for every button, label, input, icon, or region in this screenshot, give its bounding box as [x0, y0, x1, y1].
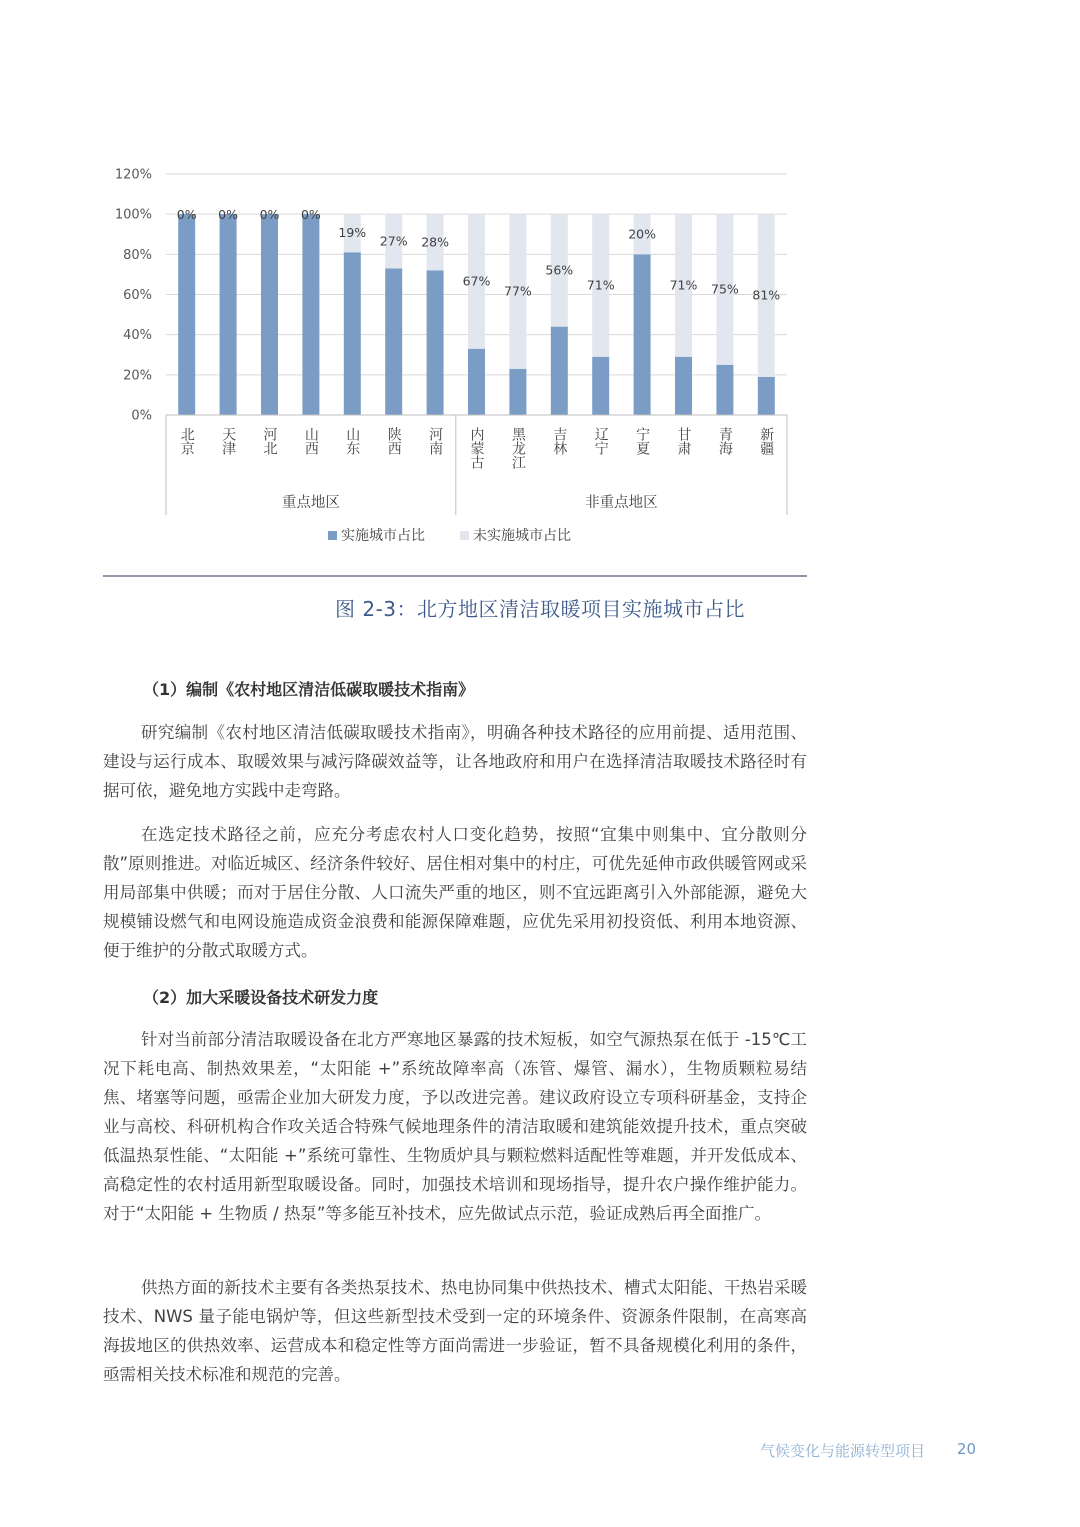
x-tick-label: 辽宁: [592, 427, 609, 455]
bar-implemented: [592, 357, 609, 415]
x-tick-label: 青海: [716, 427, 733, 455]
bar-implemented: [385, 268, 402, 415]
section2-heading: （2）加大采暖设备技术研发力度: [143, 988, 379, 1007]
x-tick-label: 山西: [302, 427, 319, 455]
legend-swatch: [328, 531, 337, 540]
page-number: 20: [956, 1440, 976, 1458]
bar-chart: [100, 160, 800, 560]
section2-paragraph-1: 针对当前部分清洁取暖设备在北方严寒地区暴露的技术短板，如空气源热泵在低于 -15℃工况下耗电高、制热效果差，“太阳能 +”系统故障率高（冻管、爆管、漏水），生物质颗粒易结焦、堵塞等问题，亟需企业加大研发力度，予以改进完善。建议政府设立专项科研基金，支持企业与高校、科研机构合作攻关适合特殊气候地理条件的清洁取暖和建筑能效提升技术，重点突破低温热泵性能、“太阳能 +”系统可靠性、生物质炉具与颗粒燃料适配性等难题，并开发低成本、高稳定性的农村适用新型取暖设备。同时，加强技术培训和现场指导，提升农户操作维护能力。对于“太阳能 + 生物质 / 热泵”等多能互补技术，应先做试点示范，验证成熟后再全面推广。: [103, 1030, 807, 1223]
x-tick-label: 山东: [344, 427, 361, 455]
section1-paragraph-1: 研究编制《农村地区清洁低碳取暖技术指南》，明确各种技术路径的应用前提、适用范围、建设与运行成本、取暖效果与减污降碳效益等，让各地政府和用户在选择清洁取暖技术路径时有据可依，避免地方实践中走弯路。: [103, 723, 807, 800]
y-tick-label: 60%: [123, 288, 152, 303]
section2-paragraph-2: 供热方面的新技术主要有各类热泵技术、热电协同集中供热技术、槽式太阳能、干热岩采暖技术、NWS 量子能电锅炉等，但这些新型技术受到一定的环境条件、资源条件限制，在高寒高海拔地区的供热效率、运营成本和稳定性等方面尚需进一步验证，暂不具备规模化利用的条件，亟需相关技术标准和规范的完善。: [103, 1278, 807, 1384]
x-tick-label: 吉林: [551, 427, 568, 455]
data-label: 0%: [259, 207, 280, 223]
x-tick-label: 河南: [427, 427, 444, 455]
data-label: 71%: [586, 277, 615, 293]
section1-paragraph-2: 在选定技术路径之前，应充分考虑农村人口变化趋势，按照“宜集中则集中、宜分散则分散”原则推进。对临近城区、经济条件较好、居住相对集中的村庄，可优先延伸市政供暖管网或采用局部集中供暖；而对于居住分散、人口流失严重的地区，则不宜远距离引入外部能源，避免大规模铺设燃气和电网设施造成资金浪费和能源保障难题，应优先采用初投资低、利用本地资源、便于维护的分散式取暖方式。: [103, 825, 807, 960]
y-tick-label: 80%: [123, 247, 152, 263]
legend-label: 未实施城市占比: [473, 528, 571, 544]
x-tick-label: 内蒙古: [468, 427, 485, 469]
data-label: 71%: [669, 277, 698, 293]
data-label: 77%: [504, 283, 532, 299]
group-label: 非重点地区: [585, 495, 658, 511]
y-tick-label: 20%: [123, 368, 152, 384]
x-tick-label: 宁夏: [634, 427, 651, 455]
bar-implemented: [758, 377, 775, 415]
section1-heading: （1）编制《农村地区清洁低碳取暖技术指南》: [143, 680, 475, 699]
bar-implemented: [675, 357, 692, 415]
bar-implemented: [220, 214, 237, 415]
bar-implemented: [634, 254, 651, 415]
legend-swatch: [460, 531, 469, 540]
x-tick-label: 天津: [220, 427, 237, 455]
legend-label: 实施城市占比: [341, 528, 425, 544]
group-label: 重点地区: [281, 495, 340, 511]
footer-title: 气候变化与能源转型项目: [759, 1442, 925, 1460]
bar-implemented: [302, 214, 319, 415]
bar-implemented: [261, 214, 278, 415]
y-tick-label: 120%: [114, 167, 152, 183]
data-label: 67%: [462, 273, 491, 289]
data-label: 0%: [300, 207, 321, 223]
bar-implemented: [468, 349, 485, 415]
data-label: 27%: [379, 233, 408, 249]
data-label: 28%: [421, 234, 449, 250]
bar-implemented: [716, 365, 733, 415]
chart-svg: [100, 160, 800, 560]
data-label: 20%: [628, 226, 656, 242]
y-tick-label: 100%: [114, 207, 152, 223]
bar-implemented: [178, 214, 195, 415]
bar-implemented: [427, 270, 444, 415]
figure-divider: [103, 575, 807, 577]
y-tick-label: 0%: [131, 408, 152, 424]
data-label: 19%: [338, 225, 367, 241]
data-label: 0%: [218, 207, 239, 223]
x-tick-label: 河北: [261, 427, 278, 455]
data-label: 0%: [176, 207, 197, 223]
bar-implemented: [344, 252, 361, 415]
bar-implemented: [551, 327, 568, 415]
bar-implemented: [509, 369, 526, 415]
data-label: 56%: [545, 262, 574, 278]
x-tick-label: 甘肃: [675, 427, 692, 455]
data-label: 75%: [711, 281, 739, 297]
x-tick-label: 北京: [178, 427, 195, 455]
y-tick-label: 40%: [123, 328, 152, 344]
x-tick-label: 陕西: [385, 427, 402, 455]
figure-caption: 图 2-3：北方地区清洁取暖项目实施城市占比: [334, 597, 746, 621]
x-tick-label: 新疆: [758, 427, 775, 455]
x-tick-label: 黑龙江: [509, 427, 526, 469]
data-label: 81%: [752, 287, 781, 303]
